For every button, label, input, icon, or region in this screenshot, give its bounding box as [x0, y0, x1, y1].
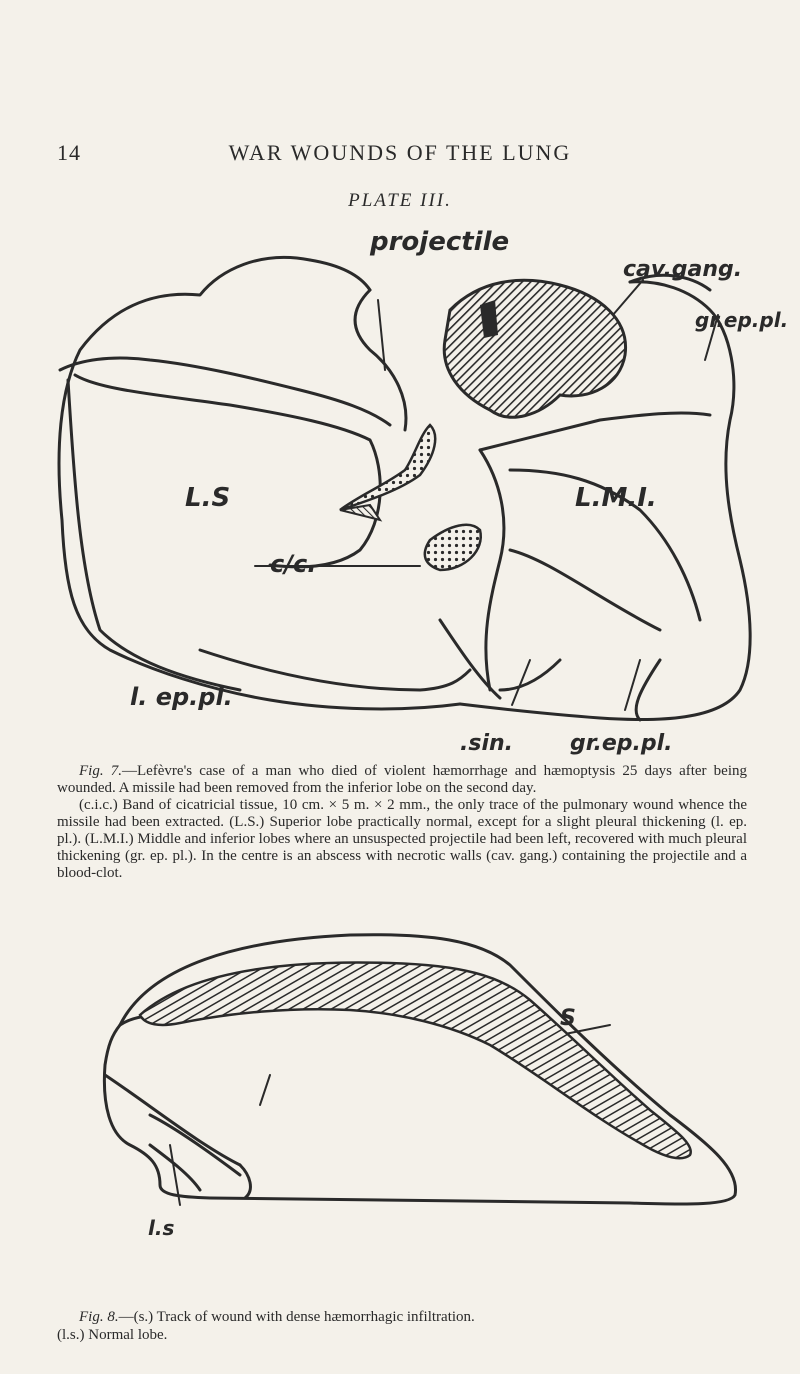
cicatricial-band	[340, 425, 435, 510]
label-cav-gang: cav.gang.	[623, 257, 743, 282]
label-gr-ep-pl-bottom: gr.ep.pl.	[570, 731, 673, 756]
plate-title: PLATE III.	[348, 190, 452, 211]
fig8-caption-text1: —(s.) Track of wound with dense hæmorrhagic infiltration.	[118, 1309, 475, 1325]
fig7-ref: Fig. 7.	[79, 763, 122, 779]
figure-7	[40, 220, 800, 760]
label-s: S	[560, 1006, 576, 1031]
abscess-cavity	[444, 280, 625, 417]
fig8-ref: Fig. 8.	[79, 1309, 119, 1325]
running-title: WAR WOUNDS OF THE LUNG	[228, 140, 572, 165]
label-cic: c/c.	[270, 550, 317, 578]
figure-8-drawing	[90, 905, 750, 1295]
figure-8-caption	[57, 1308, 747, 1344]
label-gr-ep-pl-top: gr.ep.pl.	[695, 308, 789, 332]
label-sin: .sin.	[460, 731, 514, 756]
label-lml: L.M.I.	[575, 483, 657, 513]
label-projectile: projectile	[370, 227, 510, 257]
label-l-ep-pl: l. ep.pl.	[130, 683, 233, 711]
figure-7-drawing	[40, 220, 800, 760]
label-ls: L.S	[185, 483, 231, 513]
label-fig8-ls: l.s	[148, 1216, 175, 1240]
fig7-caption-text1: —Lefèvre's case of a man who died of violent hæmorrhage and hæmoptysis 25 days after being wounded. A missile had been removed from the inferior lobe on the second day.	[57, 763, 747, 796]
fig8-caption-text2: (l.s.) Normal lobe.	[57, 1327, 168, 1343]
page-number: 14	[57, 140, 81, 165]
fig7-caption-text2: (c.i.c.) Band of cicatricial tissue, 10 cm. × 5 m. × 2 mm., the only trace of the pulmonary wound whence the missile had been extracted. (L.S.) Superior lobe practically normal, except for a slight pleural thickening (l. ep. pl.). (L.M.I.) Middle and inferior lobes where an unsuspected projectile had been left, recovered with much pleural thickening (gr. ep. pl.). In the centre is an abscess with necrotic walls (cav. gang.) containing the projectile and a blood-clot.	[57, 797, 747, 881]
figure-7-caption	[57, 763, 747, 882]
figure-8	[90, 905, 750, 1295]
page-header	[0, 140, 800, 180]
